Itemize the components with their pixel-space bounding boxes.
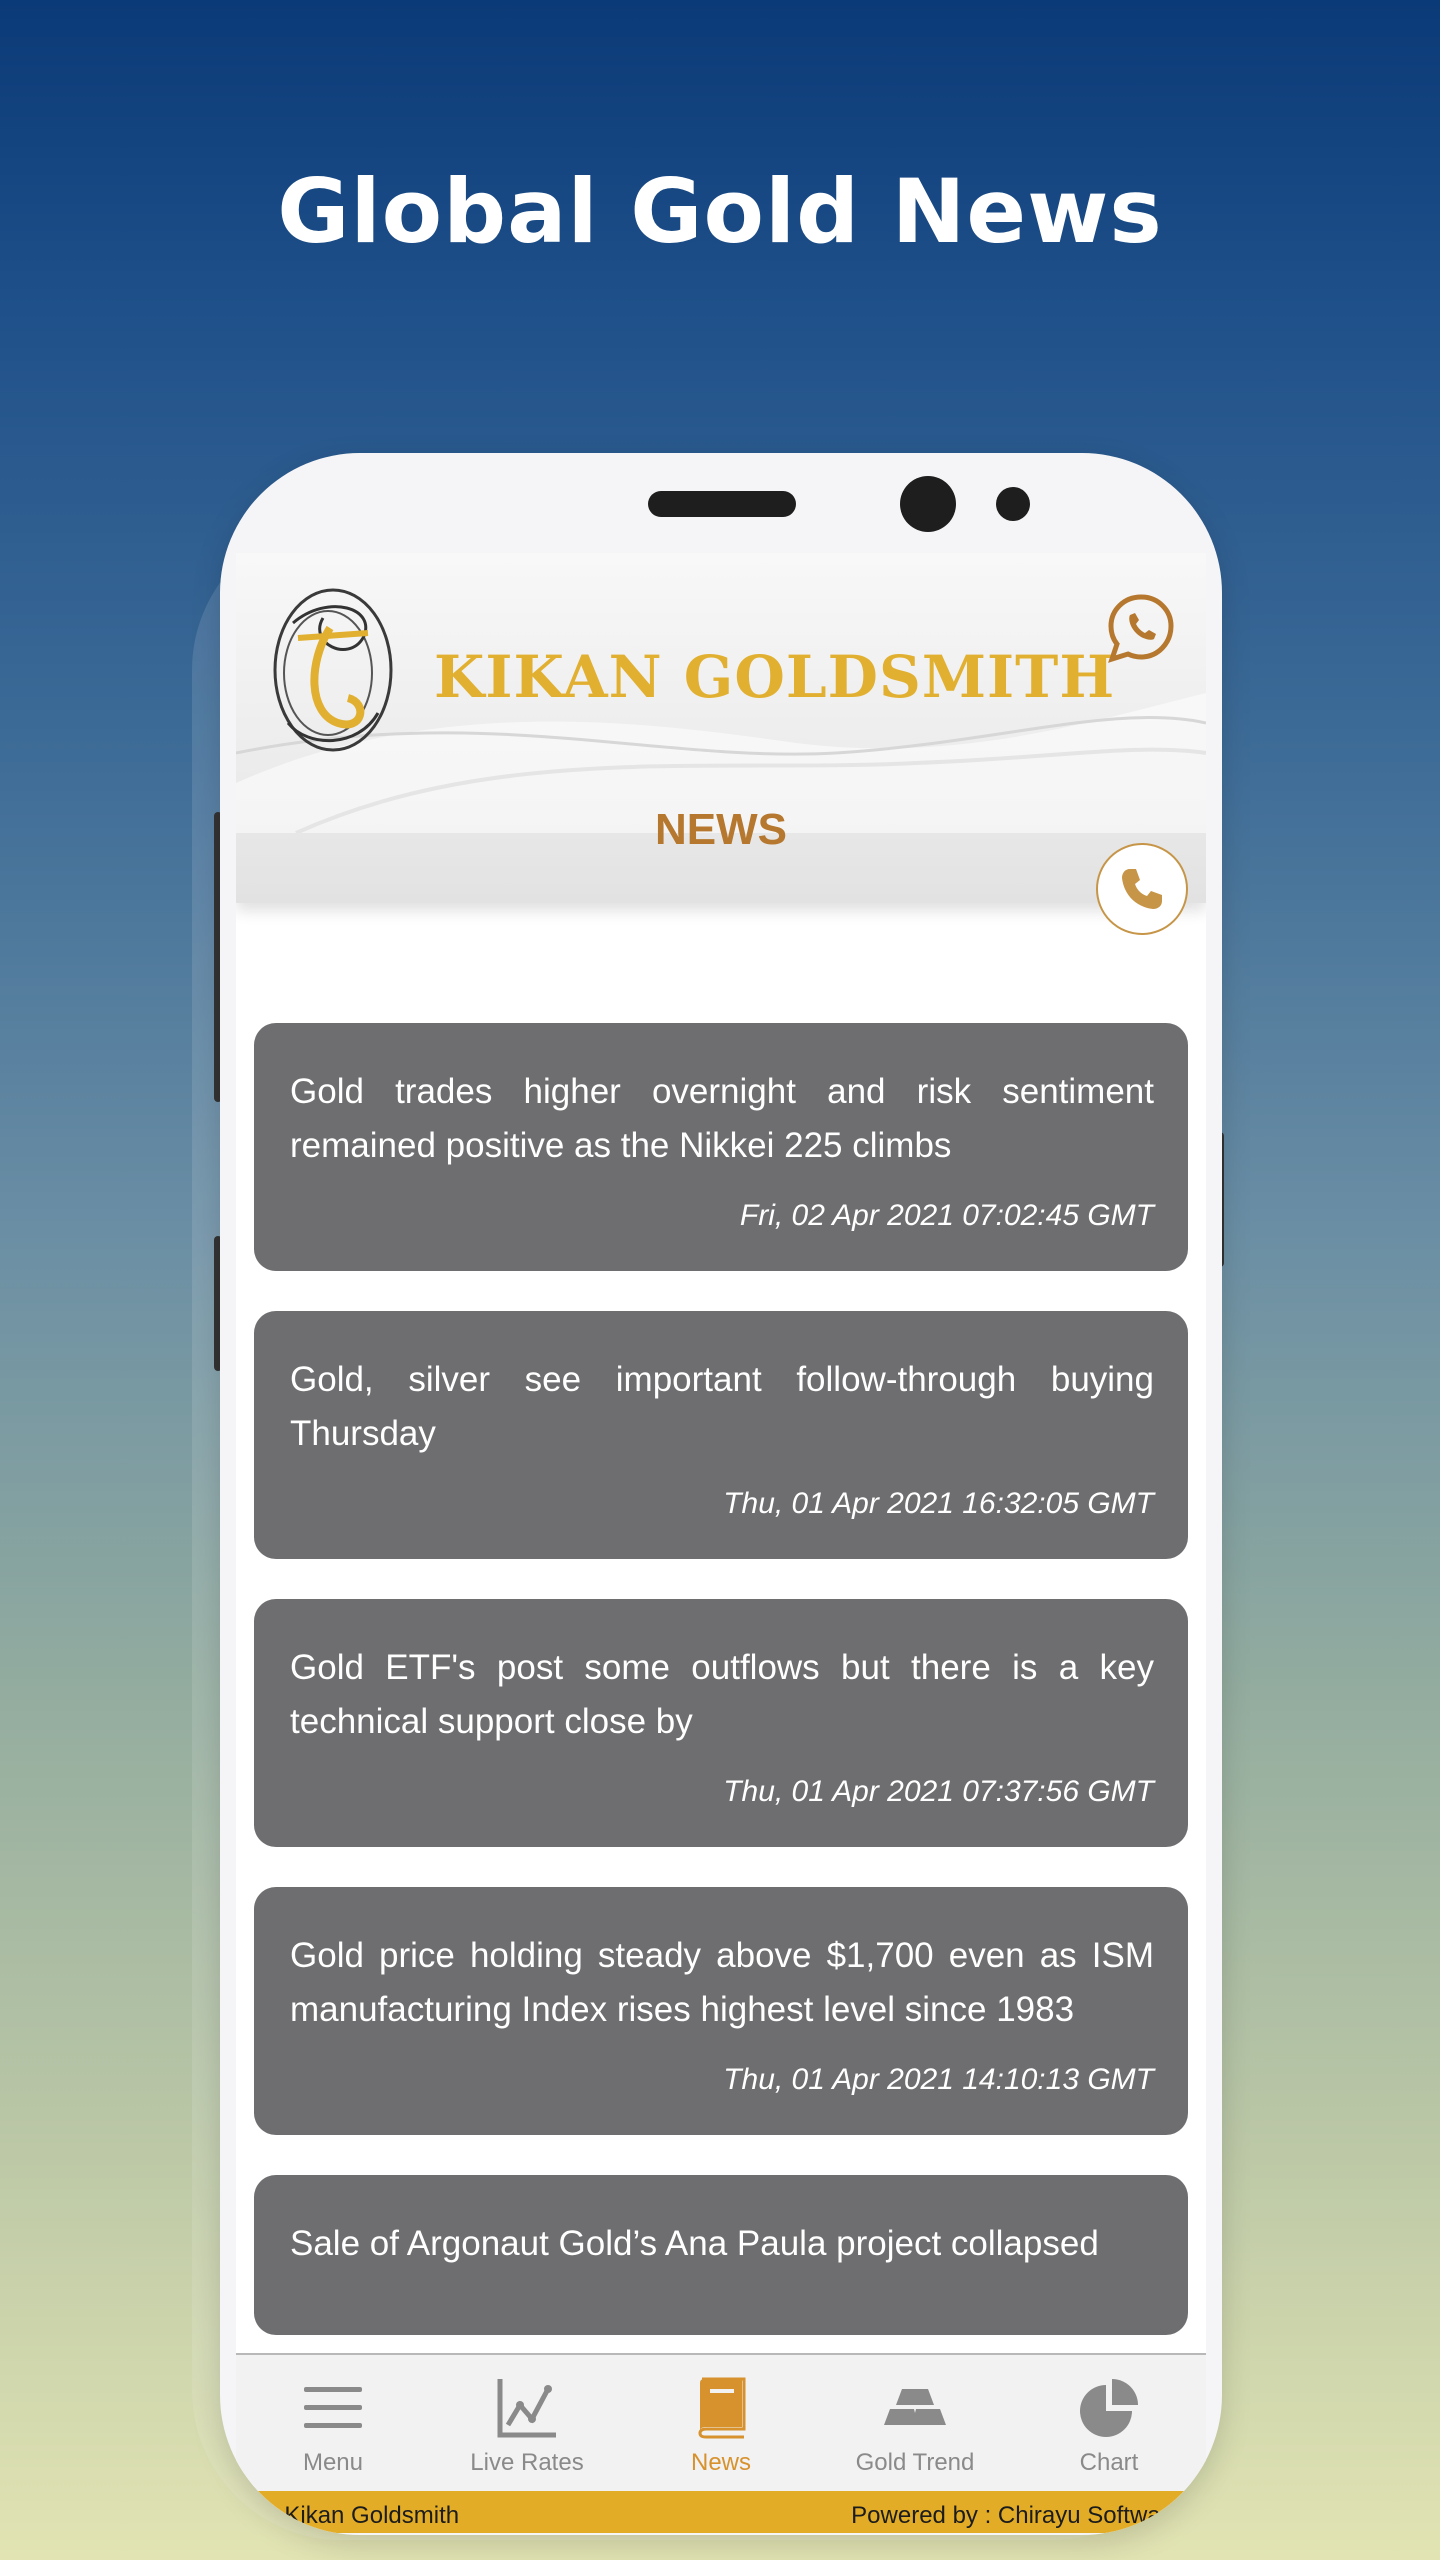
nav-item-menu[interactable] — [236, 2355, 430, 2493]
brand-name: KIKAN GOLDSMITH — [434, 643, 1116, 711]
gold-bar-icon — [882, 2375, 948, 2441]
nav-label: Live Rates — [470, 2449, 584, 2476]
nav-item-live-rates[interactable] — [430, 2355, 624, 2493]
phone-sensor — [996, 487, 1030, 521]
news-card[interactable] — [254, 1887, 1188, 2135]
nav-item-chart[interactable] — [1012, 2355, 1206, 2493]
news-headline: Gold ETF's post some outflows but there is a key technical support close by — [290, 1648, 1154, 1741]
news-list — [254, 1023, 1188, 2343]
news-card[interactable] — [254, 1311, 1188, 1559]
nav-label: Gold Trend — [855, 2449, 975, 2476]
menu-icon — [300, 2375, 366, 2441]
footer-copyright: © Kikan Goldsmith — [260, 2502, 460, 2529]
nav-item-news[interactable] — [624, 2355, 818, 2493]
app-screen — [236, 553, 1206, 2533]
news-headline: Gold trades higher overnight and risk sentiment remained positive as the Nikkei 225 climbs — [290, 1072, 1154, 1165]
nav-label: Menu — [302, 2449, 364, 2476]
bottom-navigation — [236, 2353, 1206, 2493]
news-timestamp: Fri, 02 Apr 2021 07:02:45 GMT — [739, 1199, 1154, 1232]
kikan-logo-icon — [268, 583, 398, 758]
book-icon — [688, 2375, 754, 2441]
news-headline: Sale of Argonaut Gold’s Ana Paula project collapsed — [290, 2224, 1099, 2263]
news-timestamp: Thu, 01 Apr 2021 14:10:13 GMT — [723, 2063, 1154, 2096]
news-timestamp: Thu, 01 Apr 2021 16:32:05 GMT — [723, 1487, 1154, 1520]
news-headline: Gold, silver see important follow-through buying Thursday — [290, 1360, 1154, 1453]
whatsapp-icon[interactable] — [1106, 593, 1176, 663]
app-footer — [240, 2491, 1202, 2533]
call-button[interactable] — [1096, 843, 1188, 935]
news-headline: Gold price holding steady above $1,700 even as ISM manufacturing Index rises highest level since 1983 — [290, 1936, 1154, 2029]
phone-speaker — [648, 491, 796, 517]
pie-chart-icon — [1076, 2375, 1142, 2441]
line-chart-icon — [494, 2375, 560, 2441]
news-timestamp: Thu, 01 Apr 2021 07:37:56 GMT — [723, 1775, 1154, 1808]
phone-camera — [900, 476, 956, 532]
footer-powered-by[interactable]: Powered by : Chirayu Software — [851, 2502, 1182, 2529]
nav-item-gold-trend[interactable] — [818, 2355, 1012, 2493]
app-header — [236, 553, 1206, 903]
news-card[interactable] — [254, 1023, 1188, 1271]
nav-label: News — [690, 2449, 751, 2476]
promo-title: Global Gold News — [277, 160, 1163, 263]
news-card[interactable] — [254, 1599, 1188, 1847]
page-title: NEWS — [655, 805, 787, 854]
news-card[interactable] — [254, 2175, 1188, 2335]
phone-frame — [220, 453, 1222, 2535]
nav-label: Chart — [1079, 2449, 1139, 2476]
phone-icon — [1118, 865, 1166, 913]
